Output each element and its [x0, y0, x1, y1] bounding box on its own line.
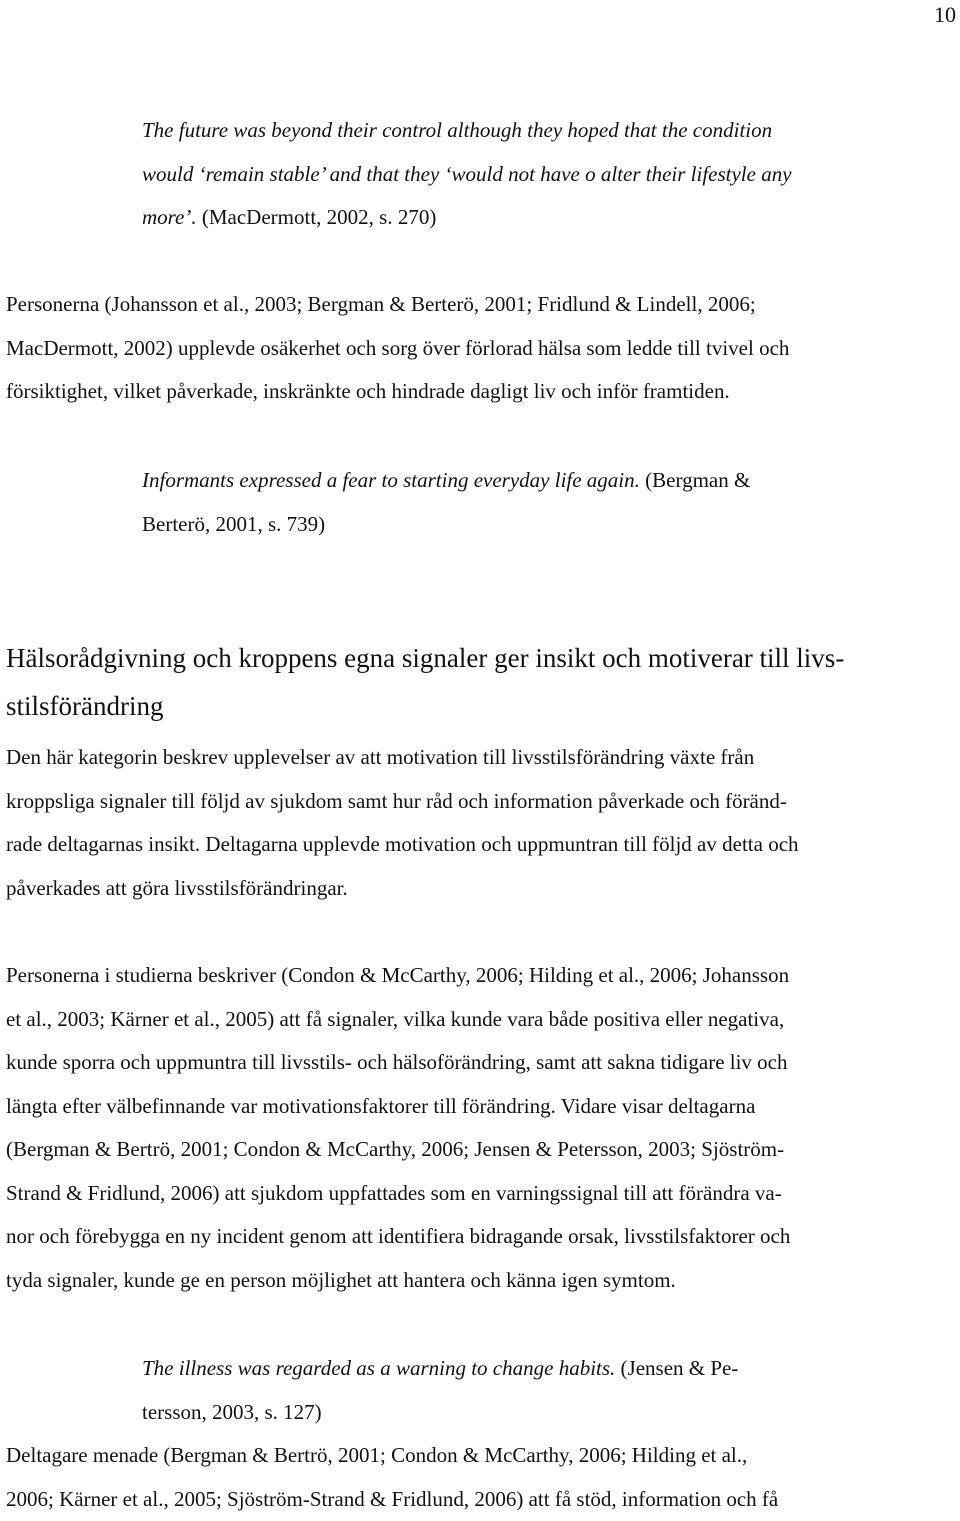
- paragraph-line: (Bergman & Bertrö, 2001; Condon & McCarthy, 2006; Jensen & Petersson, 2003; Sjöström-: [6, 1128, 956, 1172]
- quote-line: would ‘remain stable’ and that they ‘would not have o alter their lifestyle any: [142, 153, 952, 197]
- quote-citation: (MacDermott, 2002, s. 270): [197, 205, 437, 229]
- paragraph-line: MacDermott, 2002) upplevde osäkerhet och sorg över förlorad hälsa som ledde till tvivel och: [6, 327, 956, 371]
- paragraph-line: 2006; Kärner et al., 2005; Sjöström-Strand & Fridlund, 2006) att få stöd, information och få: [6, 1478, 956, 1521]
- block-quote-2: [142, 459, 952, 546]
- paragraph-line: rade deltagarnas insikt. Deltagarna upplevde motivation och uppmuntran till följd av detta och: [6, 823, 956, 867]
- paragraph-line: Deltagare menade (Bergman & Bertrö, 2001; Condon & McCarthy, 2006; Hilding et al.,: [6, 1434, 956, 1478]
- heading-line: Hälsorådgivning och kroppens egna signaler ger insikt och motiverar till livs-: [6, 634, 956, 682]
- quote-line: more’. (MacDermott, 2002, s. 270): [142, 196, 952, 240]
- paragraph-line: kunde sporra och uppmuntra till livsstils- och hälsoförändring, samt att sakna tidigare liv och: [6, 1041, 956, 1085]
- quote-line: The illness was regarded as a warning to change habits. (Jensen & Pe-: [142, 1347, 952, 1391]
- quote-line: Informants expressed a fear to starting everyday life again. (Bergman &: [142, 459, 952, 503]
- paragraph-line: et al., 2003; Kärner et al., 2005) att få signaler, vilka kunde vara både positiva eller negativa,: [6, 998, 956, 1042]
- paragraph-2: [6, 736, 956, 910]
- section-heading: [6, 634, 956, 730]
- quote-citation: (Jensen & Pe-: [615, 1356, 738, 1380]
- page-number: 10: [934, 2, 956, 28]
- block-quote-3: [142, 1347, 952, 1434]
- heading-line: stilsförändring: [6, 682, 956, 730]
- paragraph-line: nor och förebygga en ny incident genom att identifiera bidragande orsak, livsstilsfaktorer och: [6, 1215, 956, 1259]
- quote-line: tersson, 2003, s. 127): [142, 1391, 952, 1435]
- paragraph-line: kroppsliga signaler till följd av sjukdom samt hur råd och information påverkade och föränd-: [6, 780, 956, 824]
- paragraph-line: Strand & Fridlund, 2006) att sjukdom uppfattades som en varningssignal till att förändra va-: [6, 1172, 956, 1216]
- quote-citation: (Bergman &: [640, 468, 750, 492]
- paragraph-line: tyda signaler, kunde ge en person möjlighet att hantera och känna igen symtom.: [6, 1259, 956, 1303]
- quote-line: The future was beyond their control although they hoped that the condition: [142, 109, 952, 153]
- block-quote-1: [142, 109, 952, 240]
- paragraph-line: Personerna i studierna beskriver (Condon & McCarthy, 2006; Hilding et al., 2006; Johansson: [6, 954, 956, 998]
- paragraph-4: [6, 1434, 956, 1521]
- quote-line: Berterö, 2001, s. 739): [142, 503, 952, 547]
- paragraph-line: längta efter välbefinnande var motivationsfaktorer till förändring. Vidare visar deltagarna: [6, 1085, 956, 1129]
- paragraph-line: försiktighet, vilket påverkade, inskränkte och hindrade dagligt liv och inför framtiden.: [6, 370, 956, 414]
- paragraph-3: [6, 954, 956, 1302]
- paragraph-line: påverkades att göra livsstilsförändringar.: [6, 867, 956, 911]
- paragraph-line: Personerna (Johansson et al., 2003; Bergman & Berterö, 2001; Fridlund & Lindell, 2006;: [6, 283, 956, 327]
- paragraph-1: [6, 283, 956, 414]
- paragraph-line: Den här kategorin beskrev upplevelser av att motivation till livsstilsförändring växte från: [6, 736, 956, 780]
